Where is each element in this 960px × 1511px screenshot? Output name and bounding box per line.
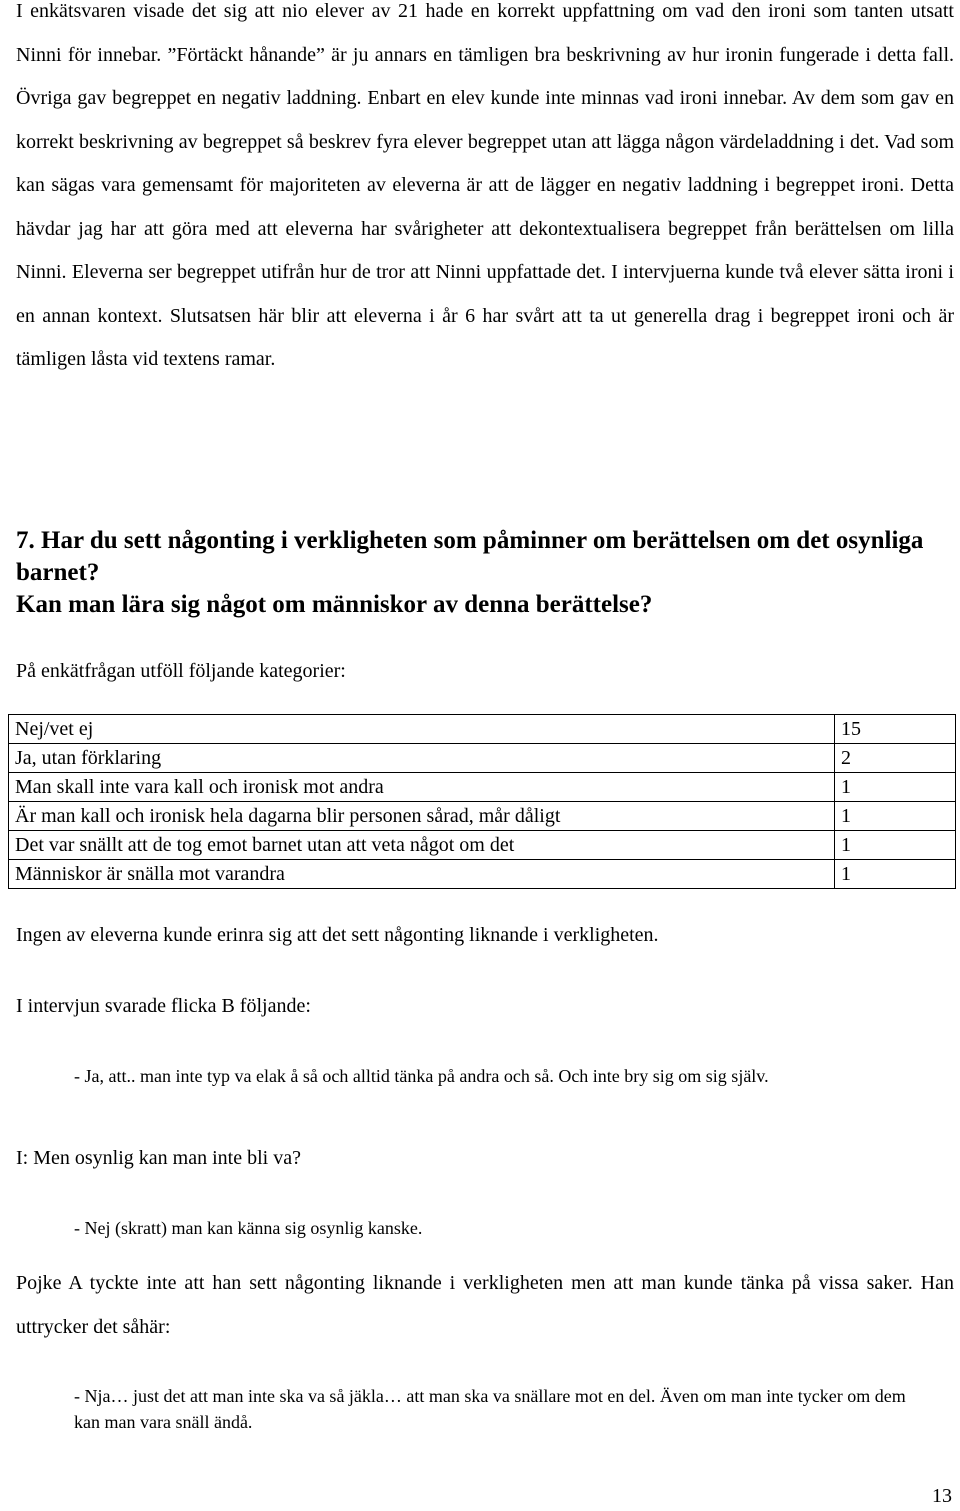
category-label: Nej/vet ej — [9, 715, 835, 744]
table-row — [9, 831, 956, 860]
pojke-paragraph: Pojke A tyckte inte att han sett någonting liknande i verkligheten men att man kunde tänka på vissa saker. Han uttrycker det såhär: — [16, 1272, 954, 1338]
question-line-1: 7. Har du sett någonting i verkligheten som påminner om berättelsen om det osynliga barnet? — [16, 527, 924, 586]
table-row — [9, 715, 956, 744]
category-count: 1 — [835, 860, 956, 889]
category-label: Det var snällt att de tog emot barnet utan att veta något om det — [9, 831, 835, 860]
quote-girl-b-1: - Ja, att.. man inte typ va elak å så och alltid tänka på andra och så. Och inte bry sig om sig själv. — [74, 1066, 769, 1086]
page-number: 13 — [932, 1485, 952, 1507]
table-row — [9, 773, 956, 802]
category-count: 2 — [835, 744, 956, 773]
category-label: Är man kall och ironisk hela dagarna blir personen sårad, mår dåligt — [9, 802, 835, 831]
quote-girl-b-2: - Nej (skratt) man kan känna sig osynlig kanske. — [74, 1218, 423, 1238]
no-student-text: Ingen av eleverna kunde erinra sig att det sett någonting liknande i verkligheten. — [16, 924, 659, 946]
question-line-2: Kan man lära sig något om människor av denna berättelse? — [16, 591, 653, 618]
table-row — [9, 744, 956, 773]
category-count: 1 — [835, 773, 956, 802]
category-count: 1 — [835, 831, 956, 860]
category-count: 15 — [835, 715, 956, 744]
interview-intro: I intervjun svarade flicka B följande: — [16, 995, 311, 1017]
table-row — [9, 802, 956, 831]
table-row — [9, 860, 956, 889]
interviewer-question: I: Men osynlig kan man inte bli va? — [16, 1147, 301, 1169]
intro-paragraph: I enkätsvaren visade det sig att nio elever av 21 hade en korrekt uppfattning om vad den ironi som tanten utsatt Ninni för innebar. ”Förtäckt hånande” är ju annars en tämligen bra beskrivning av hur ironin fungerade i detta fall. Övriga gav begreppet en negativ laddning. Enbart en elev kunde inte minnas vad ironi innebar. Av dem som gav en korrekt beskrivning av begreppet så beskrev fyra elever begreppet utan att lägga någon värdeladdning i det. Vad som kan sägas vara gemensamt för majoriteten av eleverna är att de lägger en negativ laddning i begreppet ironi. Detta hävdar jag har att göra med att eleverna har svårigheter att dekontextualisera begreppet från berättelsen om lilla Ninni. Eleverna ser begreppet utifrån hur de tror att Ninni uppfattade det. I intervjuerna kunde två elever sätta ironi i en annan kontext. Slutsatsen här blir att eleverna i år 6 har svårt att ta ut generella drag i begreppet ironi och är tämligen låsta vid textens ramar. — [16, 0, 954, 370]
category-label: Människor är snälla mot varandra — [9, 860, 835, 889]
question-heading — [16, 525, 954, 621]
quote-boy-a: - Nja… just det att man inte ska va så jäkla… att man ska va snällare mot en del. Även om man inte tycker om dem kan man vara snäll ändå. — [74, 1386, 906, 1432]
categories-intro: På enkätfrågan utföll följande kategorier: — [16, 660, 346, 682]
category-label: Man skall inte vara kall och ironisk mot andra — [9, 773, 835, 802]
categories-table — [8, 714, 956, 889]
document-page — [16, 0, 954, 382]
category-label: Ja, utan förklaring — [9, 744, 835, 773]
category-count: 1 — [835, 802, 956, 831]
